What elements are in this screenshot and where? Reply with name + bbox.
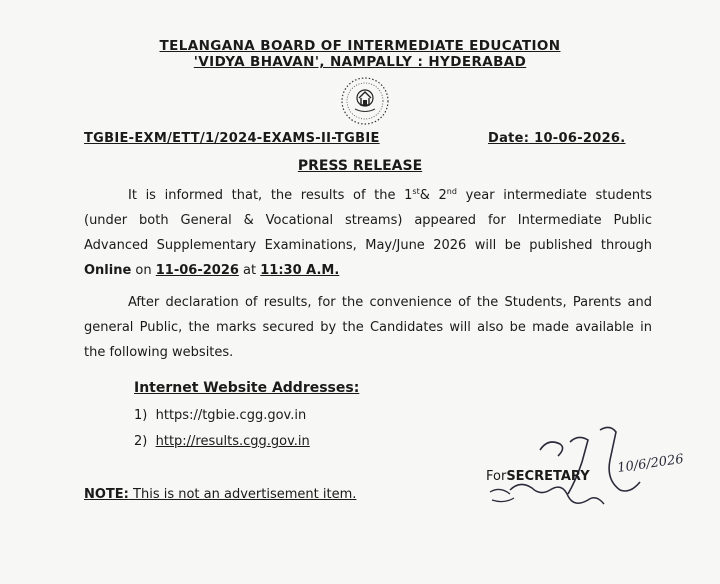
website-item: 1) https://tgbie.cgg.gov.in [134, 408, 307, 423]
website-link[interactable]: http://results.cgg.gov.in [155, 434, 310, 449]
paragraph-line: Online on 11-06-2026 at 11:30 A.M. [84, 263, 340, 278]
release-date: Date: 10-06-2026. [488, 131, 626, 146]
result-date: 11-06-2026 [155, 263, 239, 278]
reference-number: TGBIE-EXM/ETT/1/2024-EXAMS-II-TGBIE [84, 131, 380, 146]
board-name: TELANGANA BOARD OF INTERMEDIATE EDUCATION [159, 38, 561, 54]
paragraph-line: It is informed that, the results of the 1st& 2nd year intermediate students [128, 187, 652, 203]
paragraph-line: (under both General & Vocational streams) appeared for Intermediate Public [84, 213, 652, 228]
result-time: 11:30 A.M. [260, 263, 340, 278]
website-link[interactable]: https://tgbie.cgg.gov.in [155, 408, 307, 423]
note: NOTE: This is not an advertisement item. [84, 487, 357, 502]
online-label: Online [84, 263, 132, 278]
announcement-paragraph [84, 183, 652, 283]
paragraph-line: general Public, the marks secured by the Candidates will also be made available in [84, 320, 652, 335]
declaration-paragraph [84, 290, 652, 365]
paragraph-line: After declaration of results, for the convenience of the Students, Parents and [128, 295, 652, 310]
board-address: 'VIDYA BHAVAN', NAMPALLY : HYDERABAD [193, 54, 527, 70]
websites-heading: Internet Website Addresses: [134, 380, 360, 396]
signatory: ForSECRETARY [486, 469, 590, 484]
paragraph-line: the following websites. [84, 345, 234, 360]
svg-text:10/6/2026: 10/6/2026 [616, 451, 685, 476]
document-title: PRESS RELEASE [297, 158, 423, 174]
website-item: 2) http://results.cgg.gov.in [134, 434, 310, 449]
board-seal-icon [340, 76, 390, 126]
paragraph-line: Advanced Supplementary Examinations, May/June 2026 will be published through [84, 238, 652, 253]
